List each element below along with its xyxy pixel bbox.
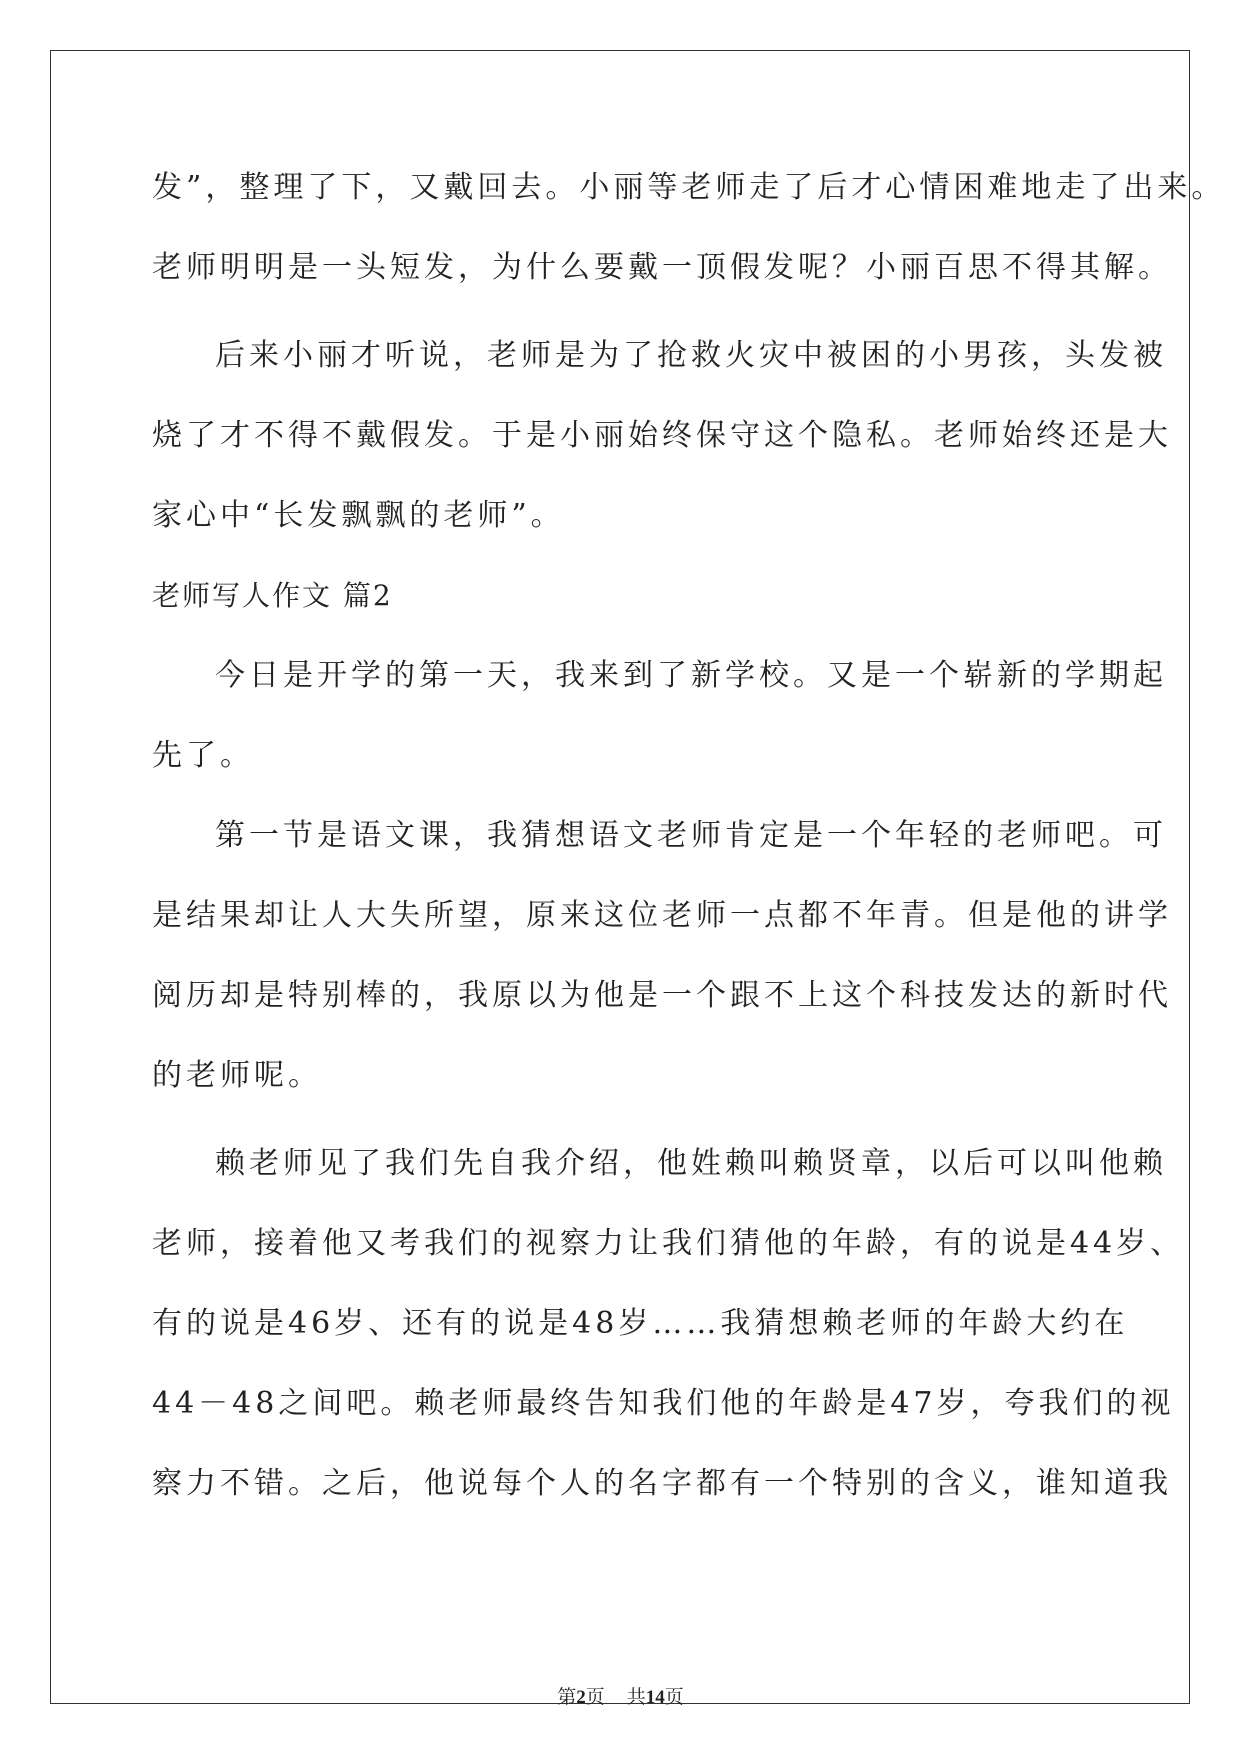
page-total: 共14页 [626,1686,684,1708]
text-line: 的老师呢。 [152,1058,322,1093]
text-line: 是结果却让人大失所望，原来这位老师一点都不年青。但是他的讲学 [152,898,1172,933]
page-number: 第2页 [557,1686,605,1708]
paragraph-start-line: 赖老师见了我们先自我介绍，他姓赖叫赖贤章，以后可以叫他赖 [215,1146,1167,1181]
text-line: 家心中“长发飘飘的老师”。 [152,498,565,533]
section-heading: 老师写人作文 篇2 [152,579,393,612]
text-line: 老师，接着他又考我们的视察力让我们猜他的年龄，有的说是44岁、 [152,1226,1185,1261]
text-line: 先了。 [152,738,254,773]
text-line: 44－48之间吧。赖老师最终告知我们他的年龄是47岁，夸我们的视 [152,1386,1175,1421]
paragraph-start-line: 第一节是语文课，我猜想语文老师肯定是一个年轻的老师吧。可 [215,818,1167,853]
paragraph-start-line: 后来小丽才听说，老师是为了抢救火灾中被困的小男孩，头发被 [215,338,1167,373]
text-line: 发”，整理了下，又戴回去。小丽等老师走了后才心情困难地走了出来。 [152,170,1226,205]
page-footer [0,1682,1241,1709]
paragraph-start-line: 今日是开学的第一天，我来到了新学校。又是一个崭新的学期起 [215,658,1167,693]
text-line: 老师明明是一头短发，为什么要戴一顶假发呢？小丽百思不得其解。 [152,250,1172,285]
text-line: 阅历却是特别棒的，我原以为他是一个跟不上这个科技发达的新时代 [152,978,1172,1013]
page-frame [50,50,1226,1704]
text-line: 烧了才不得不戴假发。于是小丽始终保守这个隐私。老师始终还是大 [152,418,1172,453]
text-line: 有的说是46岁、还有的说是48岁……我猜想赖老师的年龄大约在 [152,1306,1129,1341]
text-line: 察力不错。之后，他说每个人的名字都有一个特别的含义，谁知道我 [152,1466,1172,1501]
